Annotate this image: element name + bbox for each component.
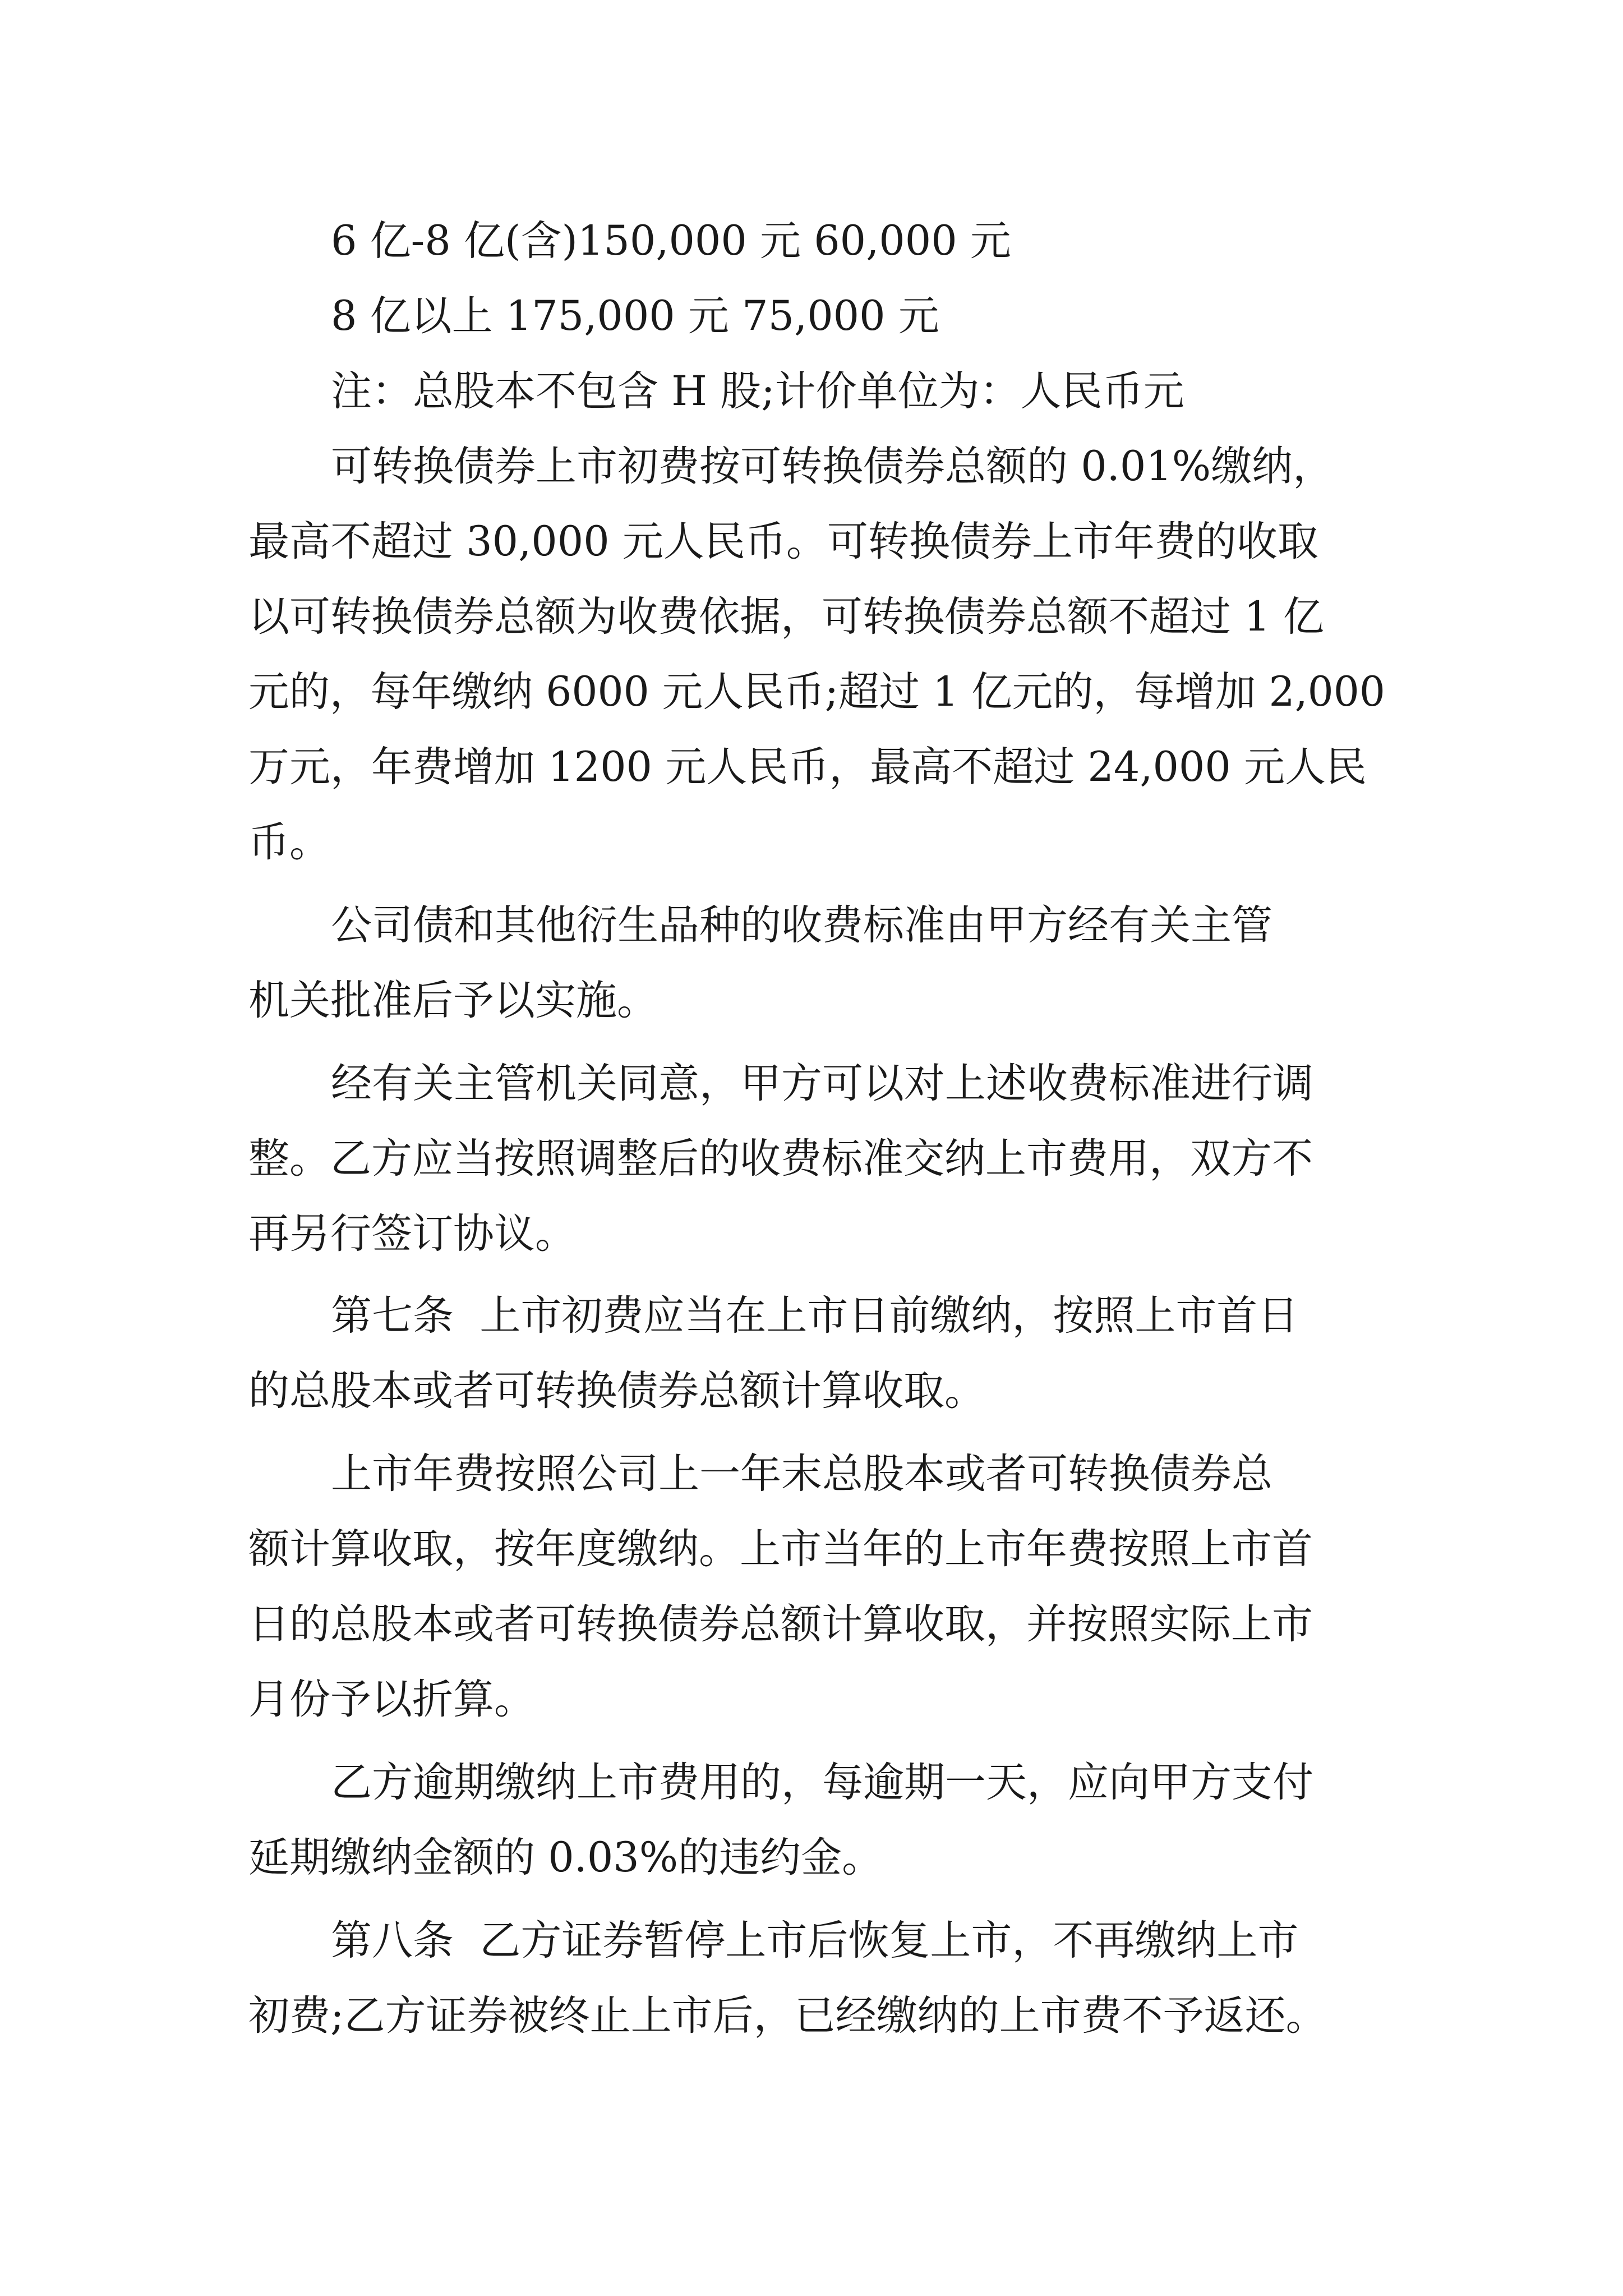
- text-line-13: 整。乙方应当按照调整后的收费标准交纳上市费用，双方不: [248, 1135, 1313, 1182]
- text-line-2: 8 亿以上 175,000 元 75,000 元: [331, 292, 939, 340]
- text-line-20: 月份予以折算。: [248, 1676, 535, 1723]
- text-line-9: 币。: [248, 818, 330, 866]
- text-line-5: 最高不超过 30,000 元人民币。可转换债券上市年费的收取: [248, 518, 1318, 565]
- text-line-22: 延期缴纳金额的 0.03%的违约金。: [248, 1834, 883, 1881]
- text-line-17: 上市年费按照公司上一年末总股本或者可转换债券总: [331, 1450, 1272, 1498]
- text-line-6: 以可转换债券总额为收费依据，可转换债券总额不超过 1 亿: [248, 593, 1324, 641]
- text-line-21: 乙方逾期缴纳上市费用的，每逾期一天，应向甲方支付: [331, 1759, 1313, 1806]
- text-line-18: 额计算收取，按年度缴纳。上市当年的上市年费按照上市首: [248, 1525, 1313, 1573]
- text-line-8: 万元，年费增加 1200 元人民币，最高不超过 24,000 元人民: [248, 743, 1367, 791]
- text-line-24: 初费;乙方证券被终止上市后，已经缴纳的上市费不予返还。: [248, 1992, 1327, 2040]
- text-line-14: 再另行签订协议。: [248, 1210, 576, 1258]
- text-line-12: 经有关主管机关同意，甲方可以对上述收费标准进行调: [331, 1060, 1313, 1107]
- text-line-3: 注：总股本不包含 H 股;计价单位为：人民币元: [331, 367, 1184, 415]
- text-line-16: 的总股本或者可转换债券总额计算收取。: [248, 1367, 985, 1415]
- text-line-11: 机关批准后予以实施。: [248, 977, 658, 1024]
- text-line-15: 第七条 上市初费应当在上市日前缴纳，按照上市首日: [331, 1292, 1299, 1340]
- text-line-10: 公司债和其他衍生品种的收费标准由甲方经有关主管: [331, 901, 1272, 949]
- text-line-1: 6 亿-8 亿(含)150,000 元 60,000 元: [331, 217, 1011, 265]
- text-line-19: 日的总股本或者可转换债券总额计算收取，并按照实际上市: [248, 1600, 1313, 1648]
- text-line-7: 元的，每年缴纳 6000 元人民币;超过 1 亿元的，每增加 2,000: [248, 668, 1385, 716]
- text-line-4: 可转换债券上市初费按可转换债券总额的 0.01%缴纳，: [331, 443, 1334, 490]
- text-line-23: 第八条 乙方证券暂停上市后恢复上市，不再缴纳上市: [331, 1917, 1299, 1964]
